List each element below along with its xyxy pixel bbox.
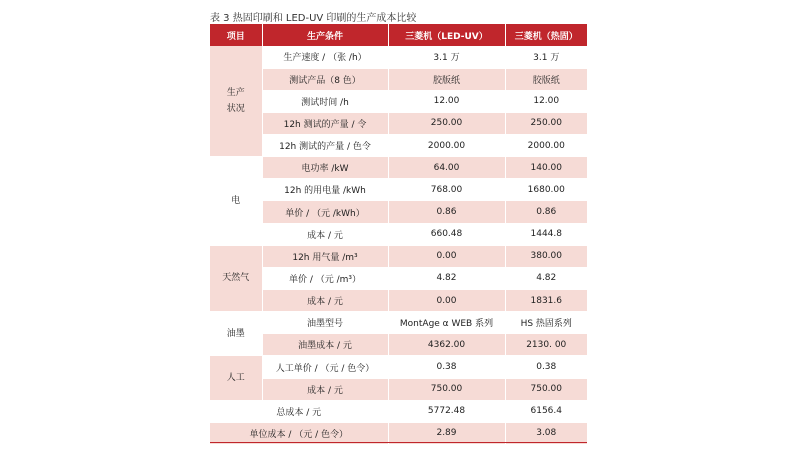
table-row <box>210 179 587 201</box>
led-value-cell: 3.1 万 <box>388 46 505 68</box>
group-label: 生产状况 <box>226 88 245 115</box>
condition-cell: 单价 / （元 /kWh） <box>262 201 388 223</box>
thermal-value-cell: 12.00 <box>533 96 560 107</box>
table-row <box>210 245 587 267</box>
total-cost-led: 5772.48 <box>388 400 505 422</box>
table-row <box>210 312 587 334</box>
thermal-value-cell: 0.38 <box>536 362 557 373</box>
led-value-cell: 0.38 <box>388 356 505 378</box>
unit-cost-led: 2.89 <box>388 422 505 444</box>
led-value-cell: 660.48 <box>388 223 505 245</box>
header-thermal: 三菱机（热固） <box>505 24 587 46</box>
led-value-cell: 4362.00 <box>388 334 505 356</box>
condition-cell: 油墨成本 / 元 <box>262 334 388 356</box>
thermal-value-cell: 2000.00 <box>527 140 565 151</box>
table-row <box>210 135 587 157</box>
condition-cell: 成本 / 元 <box>262 223 388 245</box>
group-ink: 油墨 <box>210 312 262 356</box>
condition-cell: 12h 用气量 /m³ <box>262 245 388 267</box>
table-row <box>210 223 587 245</box>
thermal-value-cell: 140.00 <box>505 157 587 179</box>
led-value-cell: 64.00 <box>388 157 505 179</box>
table-row <box>210 90 587 112</box>
group-gas: 天然气 <box>210 245 262 311</box>
condition-cell: 单价 / （元 /m³） <box>262 267 388 289</box>
header-led-uv: 三菱机（LED-UV） <box>388 24 505 46</box>
thermal-value-cell: 1831.6 <box>505 290 587 312</box>
condition-cell: 12h 的用电量 /kWh <box>262 179 388 201</box>
table-bottom-rule <box>210 442 587 443</box>
led-value-cell: 0.00 <box>388 290 505 312</box>
led-value-cell: 12.00 <box>388 90 505 112</box>
table-caption: 表 3 热固印刷和 LED-UV 印刷的生产成本比较 <box>210 13 417 24</box>
group-electricity: 电 <box>210 157 262 246</box>
group-production <box>210 46 262 157</box>
condition-cell: 成本 / 元 <box>262 290 388 312</box>
thermal-value-cell: 1444.8 <box>530 229 562 240</box>
cost-comparison-table <box>210 24 587 445</box>
thermal-value-cell: 750.00 <box>505 378 587 400</box>
condition-cell: 电功率 /kW <box>262 157 388 179</box>
thermal-value-cell: HS 热固系列 <box>520 319 572 330</box>
led-value-cell: 2000.00 <box>388 135 505 157</box>
condition-cell: 油墨型号 <box>262 312 388 334</box>
condition-cell: 12h 测试的产量 / 令 <box>262 112 388 134</box>
thermal-value-cell: 4.82 <box>536 273 557 284</box>
header-condition: 生产条件 <box>262 24 388 46</box>
table-row <box>210 267 587 289</box>
led-value-cell: 768.00 <box>388 179 505 201</box>
unit-cost-thermal: 3.08 <box>505 422 587 444</box>
thermal-value-cell: 0.86 <box>505 201 587 223</box>
condition-cell: 测试产品（8 色） <box>262 68 388 90</box>
table-row <box>210 201 587 223</box>
condition-cell: 成本 / 元 <box>262 378 388 400</box>
table-row <box>210 356 587 378</box>
total-cost-label: 总成本 / 元 <box>210 400 388 422</box>
led-value-cell: 4.82 <box>388 267 505 289</box>
led-value-cell: 0.00 <box>388 245 505 267</box>
total-cost-thermal: 6156.4 <box>505 400 587 422</box>
total-cost-row <box>210 400 587 422</box>
led-value-cell: 0.86 <box>388 201 505 223</box>
unit-cost-label: 单位成本 / （元 / 色令） <box>210 422 388 444</box>
thermal-value-cell: 2130. 00 <box>505 334 587 356</box>
header-item: 项目 <box>210 24 262 46</box>
thermal-value-cell: 380.00 <box>505 245 587 267</box>
table-row <box>210 378 587 400</box>
table-row <box>210 46 587 68</box>
led-value-cell: 250.00 <box>388 112 505 134</box>
table-row <box>210 157 587 179</box>
group-labor: 人工 <box>210 356 262 400</box>
condition-cell: 人工单价 / （元 / 色令） <box>262 356 388 378</box>
thermal-value-cell: 胶版纸 <box>505 68 587 90</box>
thermal-value-cell: 1680.00 <box>527 184 565 195</box>
condition-cell: 生产速度 / （张 /h） <box>262 46 388 68</box>
table-header-row <box>210 24 587 46</box>
thermal-value-cell: 250.00 <box>505 112 587 134</box>
condition-cell: 12h 测试的产量 / 色令 <box>262 135 388 157</box>
led-value-cell: MontAge α WEB 系列 <box>388 312 505 334</box>
thermal-value-cell: 3.1 万 <box>533 53 560 64</box>
table-row <box>210 334 587 356</box>
led-value-cell: 胶版纸 <box>388 68 505 90</box>
condition-cell: 测试时间 /h <box>262 90 388 112</box>
table-row <box>210 68 587 90</box>
table-row <box>210 112 587 134</box>
led-value-cell: 750.00 <box>388 378 505 400</box>
table-row <box>210 290 587 312</box>
